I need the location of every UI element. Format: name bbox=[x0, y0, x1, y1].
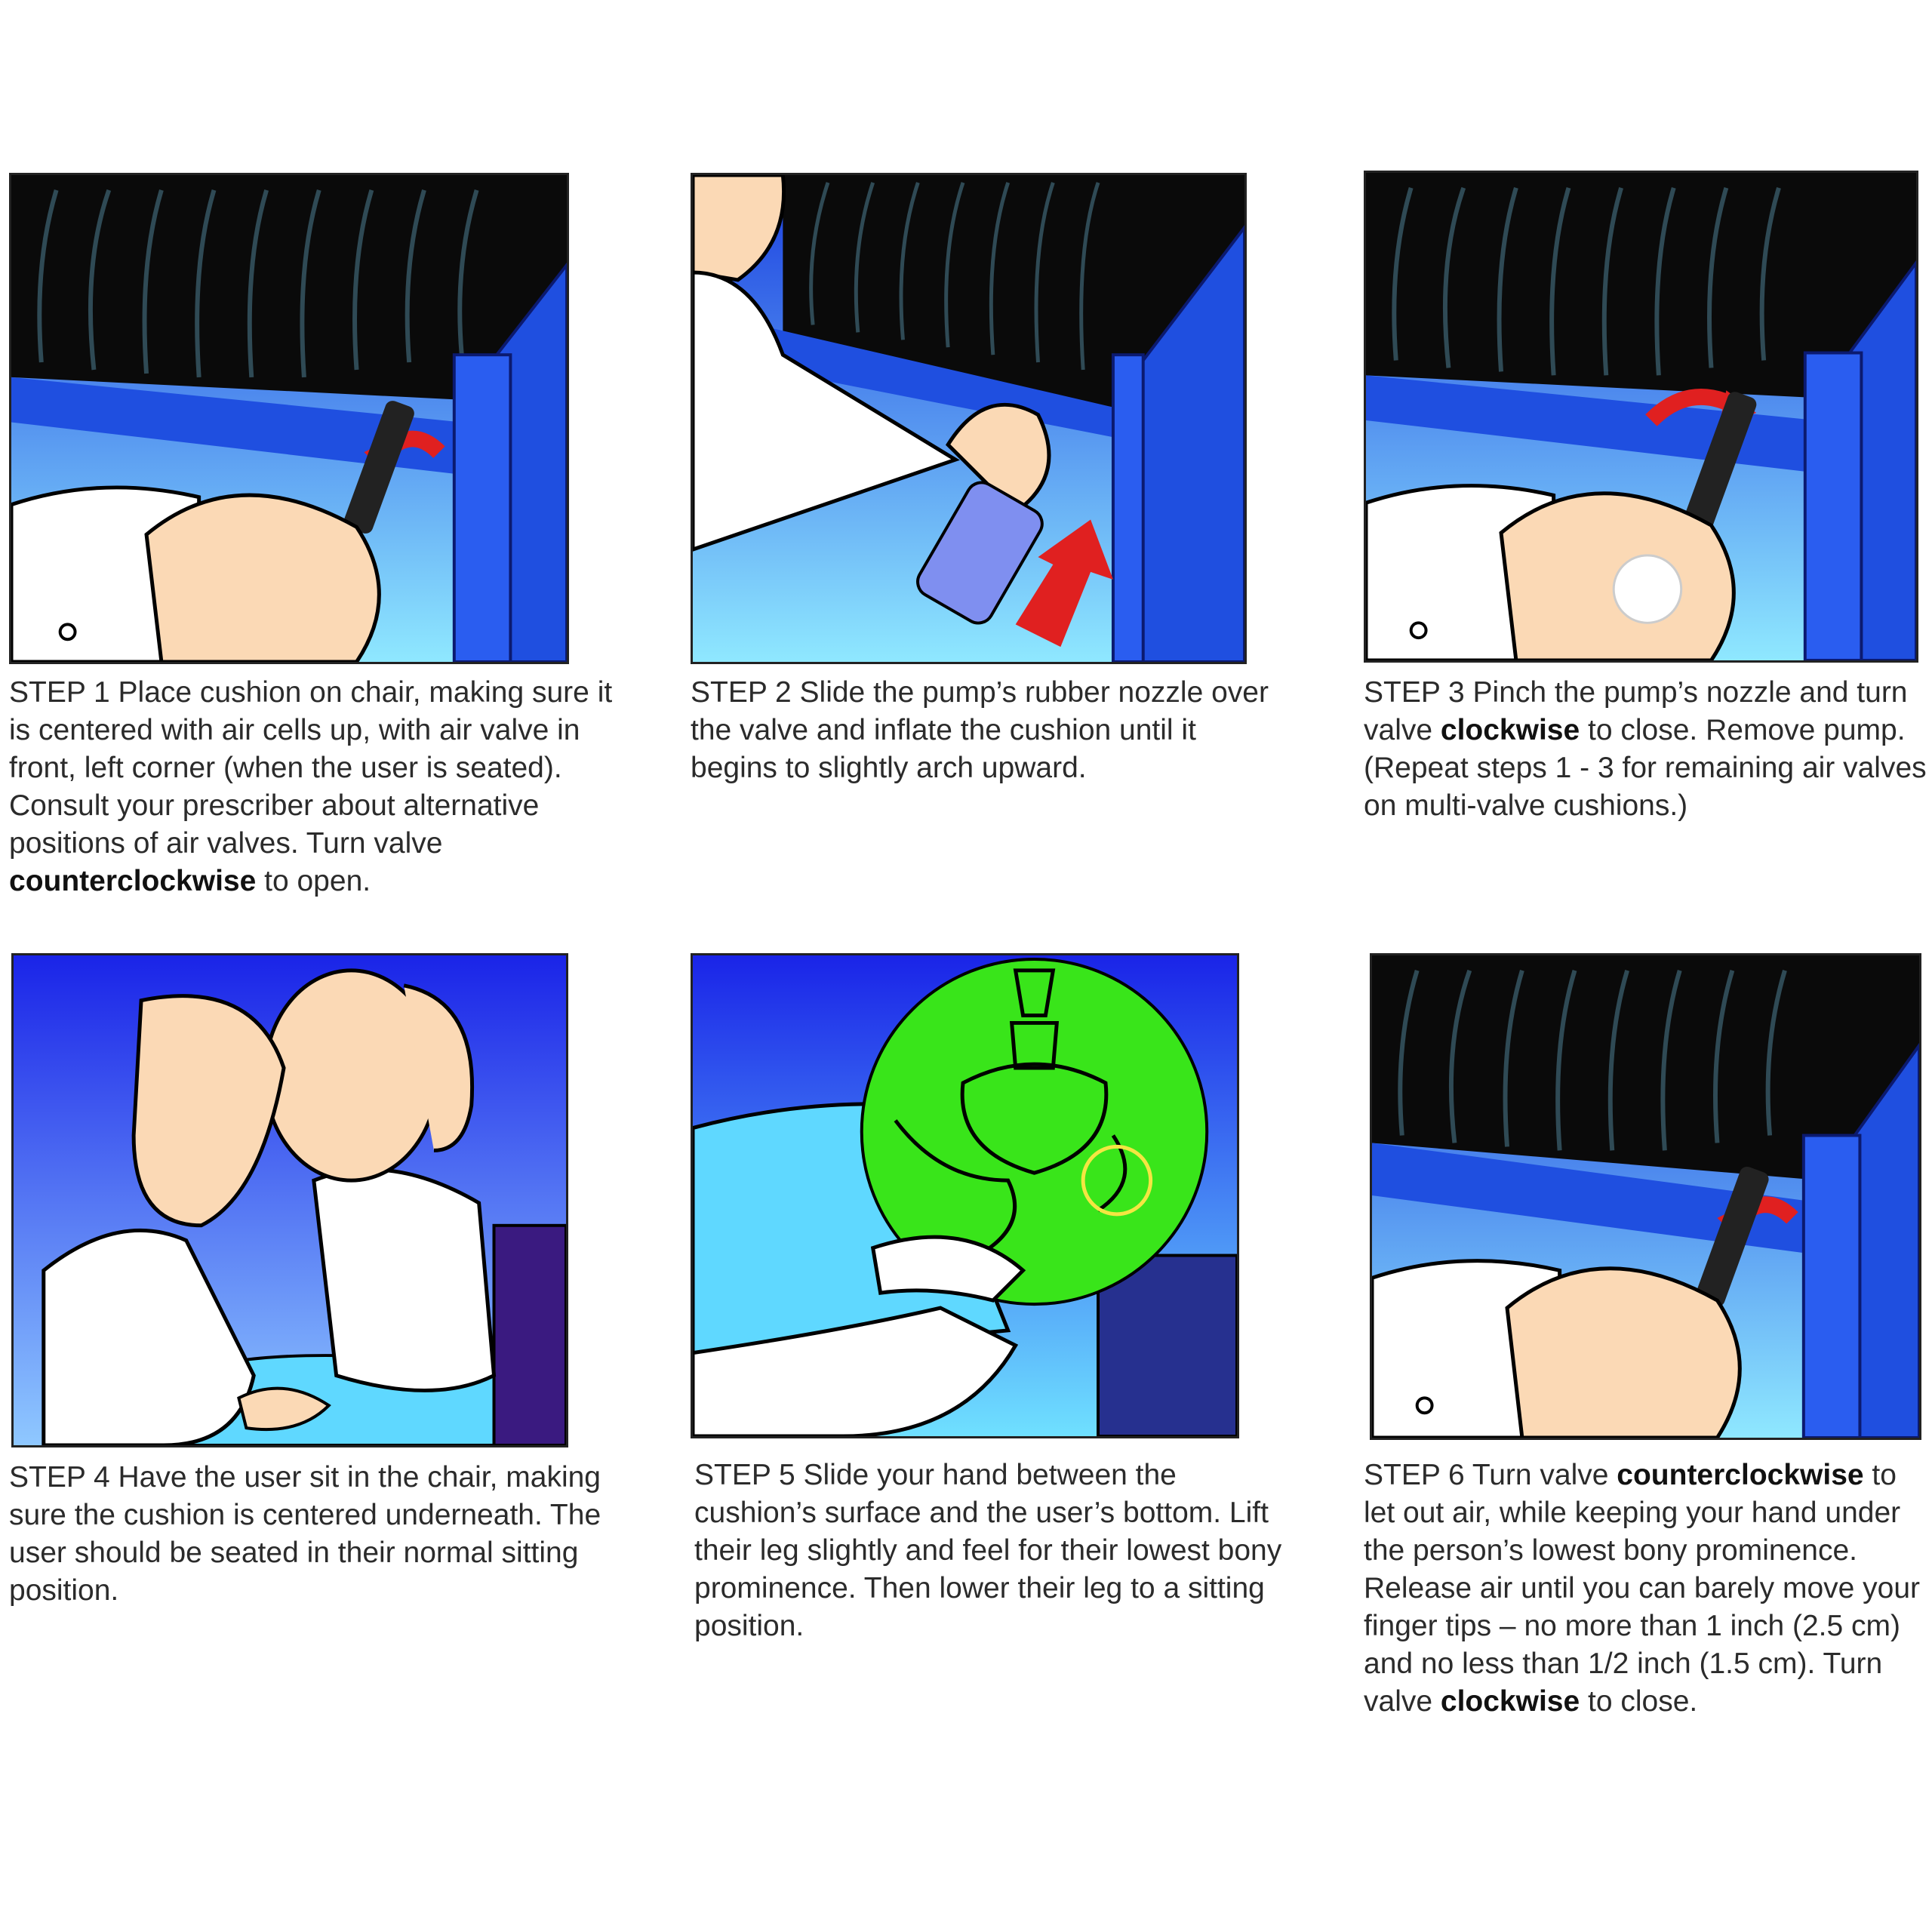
step-6-text: STEP 6 Turn valve bbox=[1364, 1459, 1617, 1491]
step-6-caption bbox=[1364, 1457, 1932, 1721]
step-2-caption bbox=[691, 674, 1279, 787]
step-5-text: STEP 5 Slide your hand between the cushion’s surface and the user’s bottom. Lift their leg slightly and feel for their lowest bony prominence. Then lower their leg to a sitting position. bbox=[694, 1459, 1282, 1642]
step-4-caption bbox=[9, 1459, 613, 1610]
step-2-illustration bbox=[691, 173, 1247, 664]
step-5-illustration bbox=[691, 953, 1239, 1438]
step-6-emphasis: counterclockwise bbox=[1617, 1459, 1864, 1491]
step-4-illustration bbox=[11, 953, 568, 1447]
step-1-text: to open. bbox=[256, 865, 371, 897]
step-3-text: to close. Remove pump. (Repeat steps 1 - 3 for remaining air valves on multi-valve cushions.) bbox=[1364, 714, 1927, 822]
step-1-caption bbox=[9, 674, 613, 900]
step-1-text: STEP 1 Place cushion on chair, making sure it is centered with air cells up, with air valve in front, left corner (when the user is seated). Consult your prescriber about alternative positions of air valves. Turn valve bbox=[9, 676, 613, 860]
step-6-text: to let out air, while keeping your hand under the person’s lowest bony prominence. Release air until you can barely move your finger tips – no more than 1 inch (2.5 cm) and no less than 1/2 inch (1.5 cm). Turn valve bbox=[1364, 1459, 1921, 1718]
step-6-text: to close. bbox=[1580, 1685, 1698, 1718]
step-3-emphasis: clockwise bbox=[1440, 714, 1580, 746]
step-1-illustration bbox=[9, 173, 569, 664]
step-4-text: STEP 4 Have the user sit in the chair, making sure the cushion is centered underneath. The user should be seated in their normal sitting position. bbox=[9, 1461, 601, 1607]
step-6-emphasis: clockwise bbox=[1440, 1685, 1580, 1718]
step-5-caption bbox=[694, 1457, 1283, 1645]
step-6-illustration bbox=[1370, 953, 1921, 1440]
step-3-text: STEP 3 Pinch the pump’s nozzle and turn valve bbox=[1364, 676, 1908, 746]
step-3-caption bbox=[1364, 674, 1932, 825]
step-1-emphasis: counterclockwise bbox=[9, 865, 257, 897]
step-2-text: STEP 2 Slide the pump’s rubber nozzle over the valve and inflate the cushion until it begins to slightly arch upward. bbox=[691, 676, 1269, 784]
step-3-illustration bbox=[1364, 171, 1918, 663]
